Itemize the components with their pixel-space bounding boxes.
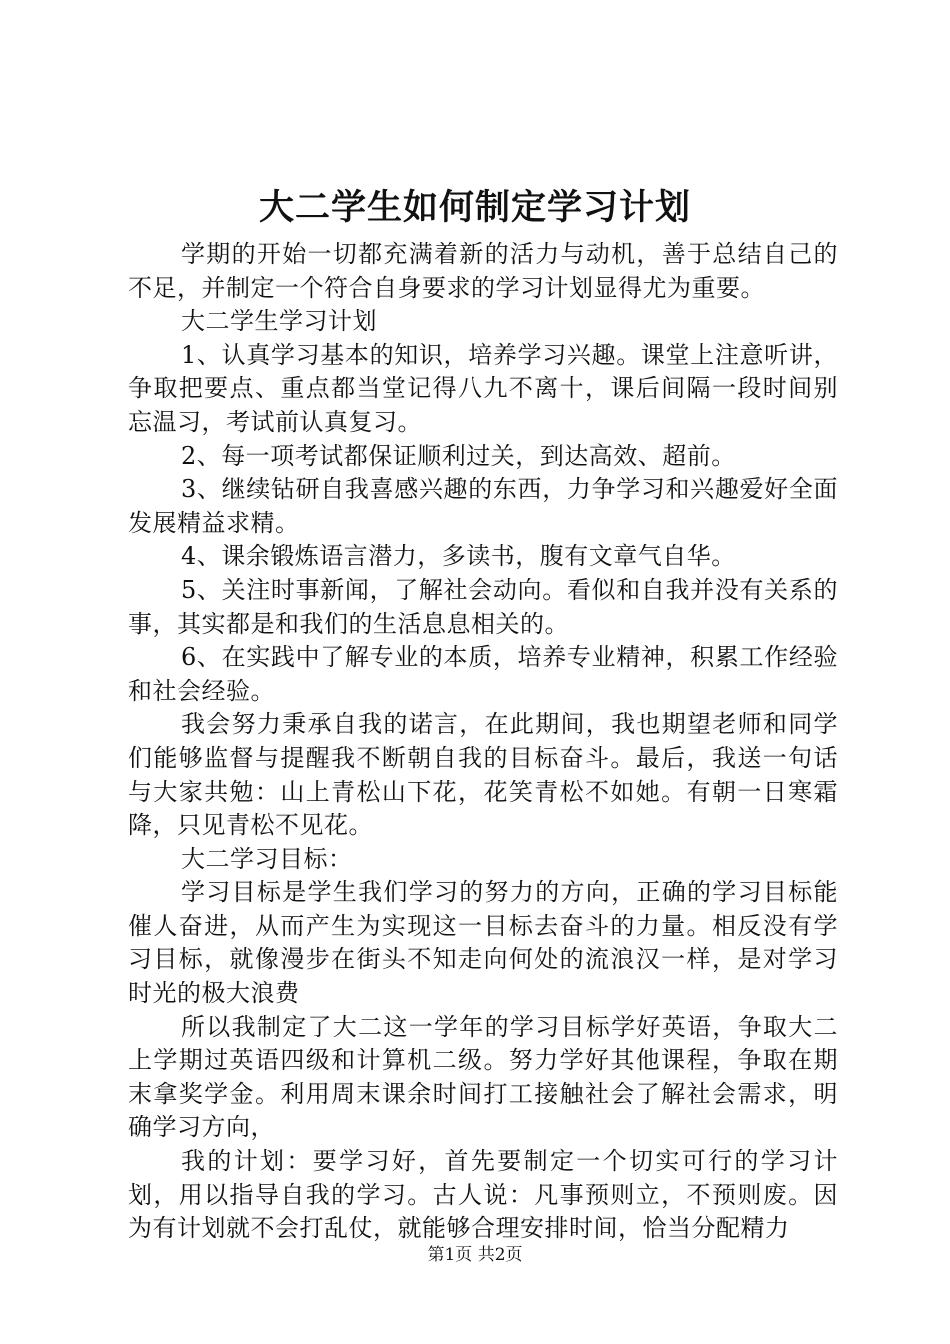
plan-item-6: 6、在实践中了解专业的本质，培养专业精神，积累工作经验和社会经验。 <box>128 643 838 705</box>
page-number-footer: 第1页 共2页 <box>427 1245 523 1265</box>
document-title: 大二学生如何制定学习计划 <box>258 187 691 228</box>
goals-heading: 大二学习目标： <box>181 844 353 873</box>
goals-paragraph: 学习目标是学生我们学习的努力的方向，正确的学习目标能催人奋进，从而产生为实现这一目标去奋斗的力量。相反没有学习目标，就像漫步在街头不知走向何处的流浪汉一样，是对学习时光的极大浪费 <box>128 878 838 1008</box>
my-plan-paragraph: 我的计划：要学习好，首先要制定一个切实可行的学习计划，用以指导自我的学习。古人说：凡事预则立，不预则废。因为有计划就不会打乱仗，就能够合理安排时间，恰当分配精力 <box>128 1147 838 1243</box>
plan-item-2: 2、每一项考试都保证顺利过关，到达高效、超前。 <box>181 441 736 470</box>
plan-item-5: 5、关注时事新闻，了解社会动向。看似和自我并没有关系的事，其实都是和我们的生活息息相关的。 <box>128 575 838 638</box>
plan-item-3: 3、继续钻研自我喜感兴趣的东西，力争学习和兴趣爱好全面发展精益求精。 <box>128 475 838 537</box>
plan-item-1: 1、认真学习基本的知识，培养学习兴趣。课堂上注意听讲，争取把要点、重点都当堂记得八九不离十，课后间隔一段时间别忘温习，考试前认真复习。 <box>128 340 838 436</box>
year-goals-paragraph: 所以我制定了大二这一学年的学习目标学好英语，争取大二上学期过英语四级和计算机二级。努力学好其他课程，争取在期末拿奖学金。利用周末课余时间打工接触社会了解社会需求，明确学习方向， <box>128 1012 838 1142</box>
plan-item-4: 4、课余锻炼语言潜力，多读书，腹有文章气自华。 <box>181 542 736 571</box>
intro-paragraph: 学期的开始一切都充满着新的活力与动机，善于总结自己的不足，并制定一个符合自身要求的学习计划显得尤为重要。 <box>128 240 838 302</box>
document-body <box>128 238 838 1246</box>
promise-paragraph: 我会努力秉承自我的诺言，在此期间，我也期望老师和同学们能够监督与提醒我不断朝自我的目标奋斗。最后，我送一句话与大家共勉：山上青松山下花，花笑青松不如她。有朝一日寒霜降，只见青松不见花。 <box>128 710 838 840</box>
plan-heading: 大二学生学习计划 <box>181 307 377 336</box>
